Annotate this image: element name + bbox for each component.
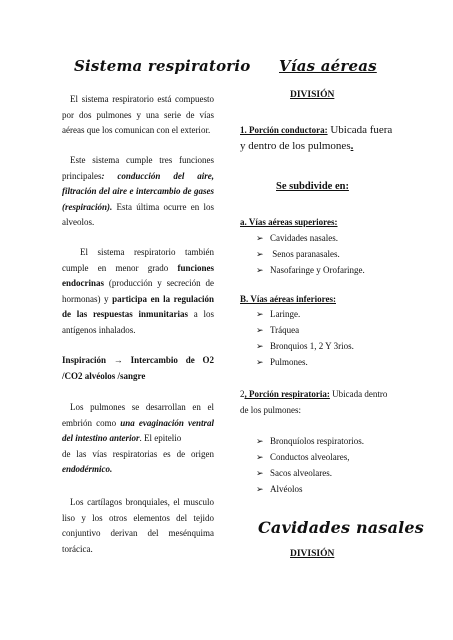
endocrine-text: El sistema respiratorio también cumple en menor grado — [62, 247, 214, 273]
lower-airways-list — [256, 306, 354, 370]
list-item — [256, 433, 364, 449]
embryo-endoderm: endodérmico. — [62, 464, 113, 474]
nasal-cavities-title: Cavidades nasales — [258, 518, 425, 537]
division-heading: DIVISIÓN — [290, 90, 335, 100]
right-title: Vías aéreas — [279, 57, 377, 75]
list-item — [256, 262, 365, 278]
conductive-dot: . — [350, 140, 354, 152]
paragraph-inspiration: Inspiración → Intercambio de O2 /CO2 alvéolos /sangre — [62, 355, 214, 381]
respiratory-text: Ubicada dentro de los pulmones: — [240, 389, 388, 415]
list-item-text: Conductos alveolares, — [270, 452, 350, 462]
endocrine-tail: a los antígenos inhalados. — [62, 309, 215, 335]
conductive-label: 1. Porción conductora: — [240, 125, 328, 135]
functions-tail: Esta última ocurre en los alveolos. — [62, 201, 214, 227]
respiratory-number: 2 — [240, 389, 245, 399]
list-item-text: Pulmones. — [270, 357, 308, 367]
paragraph-intro — [62, 92, 214, 139]
list-item-text: Laringe. — [270, 309, 301, 319]
list-item — [256, 306, 354, 322]
left-title: Sistema respiratorio — [74, 57, 251, 75]
arrow-bullet-icon: ➢ — [256, 484, 264, 494]
immune-bold: participa en la regulación de las respuestas inmunitarias — [62, 293, 214, 319]
list-item-text: Nasofaringe y Orofaringe. — [270, 265, 365, 275]
list-item — [256, 322, 354, 338]
arrow-bullet-icon: ➢ — [256, 249, 264, 259]
arrow-bullet-icon: ➢ — [256, 436, 264, 446]
arrow-bullet-icon: ➢ — [256, 341, 264, 351]
functions-text: Este sistema cumple tres funciones principales — [62, 155, 214, 181]
list-item — [256, 338, 354, 354]
arrow-bullet-icon: ➢ — [256, 357, 264, 367]
list-item — [256, 449, 364, 465]
respiratory-label: , Porción respiratoria: — [244, 389, 330, 399]
lower-airways-label: B. Vías aéreas inferiores: — [240, 294, 336, 304]
paragraph-cartilage — [62, 495, 214, 557]
list-item-text: Sacos alveolares. — [270, 468, 332, 478]
paragraph-intro-text: El sistema respiratorio está compuesto por dos pulmones y una serie de vías aéreas que los comunican con el exterior. — [62, 94, 214, 135]
subdivide-heading: Se subdivide en: — [276, 181, 349, 192]
endocrine-middle: (producción y secreción de hormonas) y — [62, 278, 214, 304]
paragraph-functions — [62, 153, 214, 231]
embryo-epithelium: . El epitelio — [139, 433, 182, 443]
list-item-text: Tráquea — [270, 325, 300, 335]
list-item-text: Bronquios 1, 2 Y 3rios. — [270, 341, 354, 351]
arrow-bullet-icon: ➢ — [256, 309, 264, 319]
arrow-bullet-icon: ➢ — [256, 468, 264, 478]
division-heading-2: DIVISIÓN — [290, 549, 335, 559]
functions-emphasis: : conducción del aire, filtración del aire e intercambio de gases (respiración). — [62, 170, 214, 212]
respiratory-list — [256, 433, 364, 497]
upper-airways-list — [256, 230, 365, 278]
list-item-text: Cavidades nasales. — [270, 233, 338, 243]
list-item — [256, 246, 365, 262]
arrow-bullet-icon: ➢ — [256, 452, 264, 462]
list-item — [256, 465, 364, 481]
paragraph-embryo — [62, 400, 214, 478]
list-item-text: Bronquíolos respiratorios. — [270, 436, 364, 446]
arrow-bullet-icon: ➢ — [256, 265, 264, 275]
list-item — [256, 481, 364, 497]
embryo-emphasis: una evaginación ventral del intestino anterior — [62, 417, 214, 443]
paragraph-endocrine — [62, 245, 214, 338]
cartilage-text: Los cartílagos bronquiales, el musculo liso y los otros elementos del tejido conjuntivo derivan del mesénquima torácica. — [62, 497, 214, 554]
arrow-bullet-icon: ➢ — [256, 233, 264, 243]
upper-airways-label: a. Vías aéreas superiores: — [240, 217, 338, 227]
list-item-text: Alvéolos — [270, 484, 303, 494]
respiratory-portion — [240, 386, 396, 418]
list-item — [256, 354, 354, 370]
conductive-portion — [240, 122, 396, 154]
conductive-text: Ubicada fuera y dentro de los pulmones — [240, 124, 393, 152]
list-item-text: Senos paranasales. — [270, 249, 340, 259]
endocrine-bold: funciones endocrinas — [62, 262, 214, 288]
arrow-bullet-icon: ➢ — [256, 325, 264, 335]
embryo-origin: de las vías respiratorias es de origen — [62, 448, 214, 459]
list-item — [256, 230, 365, 246]
embryo-text: Los pulmones se desarrollan en el embrión como — [62, 402, 214, 428]
